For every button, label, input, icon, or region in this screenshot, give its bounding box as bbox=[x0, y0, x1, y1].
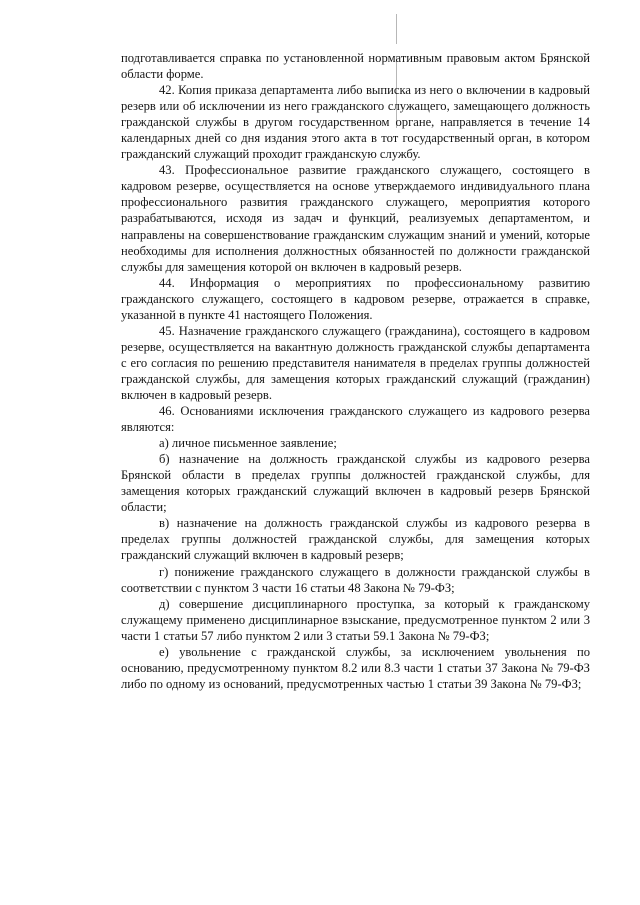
paragraph-44: 44. Информация о мероприятиях по профессиональному развитию гражданского служащего, состоящего в кадровом резерве, отражается в справке, указанной в пункте 41 настоящего Положения. bbox=[121, 275, 590, 322]
list-item-b: б) назначение на должность гражданской службы из кадрового резерва Брянской области в пределах группы должностей гражданской службы, для замещения которых гражданский служащий включен в кадровый резерв Брянской области; bbox=[121, 452, 590, 515]
list-item-e: е) увольнение с гражданской службы, за исключением увольнения по основанию, предусмотренному пунктом 8.2 или 8.3 части 1 статьи 37 Закона № 79-ФЗ либо по одному из оснований, предусмотренных частью 1 статьи 39 Закона № 79-ФЗ; bbox=[121, 644, 590, 691]
paragraph-43: 43. Профессиональное развитие гражданского служащего, состоящего в кадровом резерве, осуществляется на основе утверждаемого индивидуального плана профессионального развития гражданского служащего, мероприятия которого разрабатываются, исходя из задач и функций, реализуемых департаментом, и направлены на совершенствование гражданским служащим знаний и умений, которые необходимы для исполнения должностных обязанностей по должности гражданской службы для замещения которой он включен в кадровый резерв. bbox=[121, 163, 590, 274]
list-item-a: а) личное письменное заявление; bbox=[159, 436, 337, 451]
scan-mark-top bbox=[396, 14, 397, 44]
list-item-g: г) понижение гражданского служащего в должности гражданской службы в соответствии с пунктом 3 части 16 статьи 48 Закона № 79-ФЗ; bbox=[121, 564, 590, 595]
paragraph-46: 46. Основаниями исключения гражданского служащего из кадрового резерва являются: bbox=[121, 404, 590, 435]
paragraph-continuation: подготавливается справка по установленной нормативным правовым актом Брянской области форме. bbox=[121, 51, 590, 82]
paragraph-45: 45. Назначение гражданского служащего (гражданина), состоящего в кадровом резерве, осуществляется на вакантную должность гражданской службы департамента с его согласия по решению представителя нанимателя в пределах группы должностей гражданской службы, для замещения которых гражданский служащий (гражданин) включен в кадровый резерв. bbox=[121, 323, 590, 402]
list-item-v: в) назначение на должность гражданской службы из кадрового резерва в пределах группы должностей гражданской службы, для замещения которых гражданский служащий включен в кадровый резерв; bbox=[121, 516, 590, 563]
document-body bbox=[121, 50, 590, 692]
list-item-d: д) совершение дисциплинарного проступка, за который к гражданскому служащему применено дисциплинарное взыскание, предусмотренное пунктом 2 или 3 части 1 статьи 57 либо пунктом 2 или 3 статьи 59.1 Закона № 79-ФЗ; bbox=[121, 596, 590, 643]
paragraph-42: 42. Копия приказа департамента либо выписка из него о включении в кадровый резерв или об исключении из него гражданского служащего, замещающего должность гражданской службы в другом государственном органе, направляется в течение 14 календарных дней со дня издания этого акта в тот государственный орган, в котором гражданский служащий проходит гражданскую службу. bbox=[121, 83, 590, 162]
